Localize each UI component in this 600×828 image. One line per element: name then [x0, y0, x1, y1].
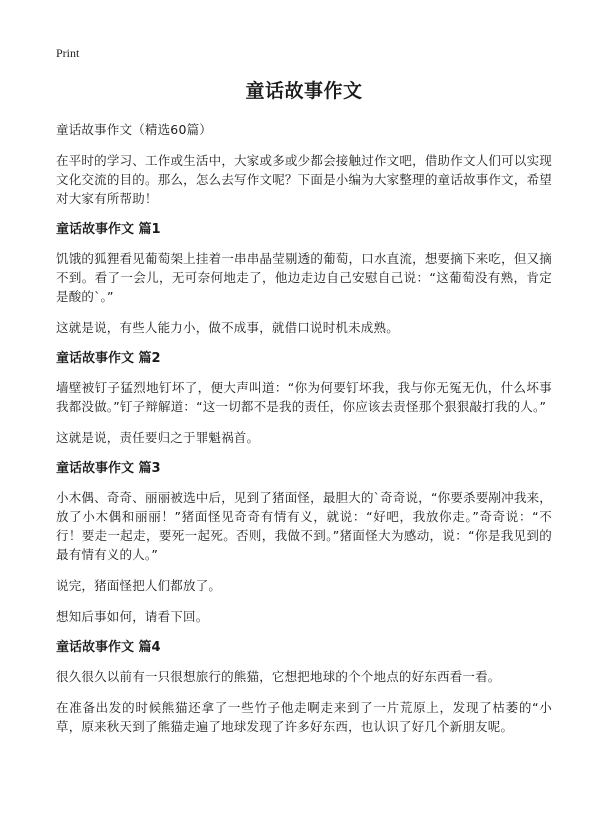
section-heading: 童话故事作文 篇3 [56, 461, 161, 476]
intro-paragraph: 在平时的学习、工作或生活中，大家或多或少都会接触过作文吧，借助作文人们可以实现文化交流的目的。那么，怎么去写作文呢？下面是小编为大家整理的童话故事作文，希望对大家有所帮助！ [56, 153, 552, 206]
section-1 [56, 220, 552, 337]
section-paragraph: 这就是说，责任要归之于罪魁祸首。 [56, 430, 260, 445]
section-4 [56, 638, 552, 736]
section-paragraph: 在准备出发的时候熊猫还拿了一些竹子他走啊走来到了一片荒原上，发现了枯萎的“小草，原来秋天到了熊猫走遍了地球发现了许多好东西，也认识了好几个新朋友呢。 [56, 700, 552, 734]
section-paragraph: 墙壁被钉子猛烈地钉坏了，便大声叫道：“你为何要钉坏我，我与你无冤无仇，什么坏事我都没做。”钉子辩解道：“这一切都不是我的责任，你应该去责怪那个狠狠敲打我的人。” [56, 380, 552, 414]
section-paragraph: 想知后事如何，请看下回。 [56, 609, 209, 624]
section-heading: 童话故事作文 篇1 [56, 222, 161, 237]
section-heading: 童话故事作文 篇4 [56, 640, 161, 655]
section-paragraph: 饥饿的狐狸看见葡萄架上挂着一串串晶莹剔透的葡萄，口水直流，想要摘下来吃，但又摘不到。看了一会儿，无可奈何地走了，他边走边自己安慰自己说：“这葡萄没有熟，肯定是酸的`。” [56, 251, 552, 304]
section-paragraph: 很久很久以前有一只很想旅行的熊猫，它想把地球的个个地点的好东西看一看。 [56, 669, 501, 684]
section-2 [56, 349, 552, 447]
section-paragraph: 这就是说，有些人能力小，做不成事，就借口说时机未成熟。 [56, 320, 399, 335]
section-heading: 童话故事作文 篇2 [56, 351, 161, 366]
section-paragraph: 说完，猪面怪把人们都放了。 [56, 578, 222, 593]
section-3 [56, 459, 552, 626]
section-paragraph: 小木偶、奇奇、丽丽被选中后，见到了猪面怪，最胆大的`奇奇说，“你要杀要剐冲我来，放了小木偶和丽丽！”猪面怪见奇奇有情有义，就说：“好吧，我放你走。”奇奇说：“不行！要走一起走，要死一起死。否则，我做不到。”猪面怪大为感动，说：“你是我见到的最有情有义的人。” [56, 490, 552, 562]
document-title: 童话故事作文 [245, 80, 363, 102]
document-subtitle: 童话故事作文（精选60篇） [56, 122, 213, 137]
print-link[interactable]: Print [56, 46, 80, 60]
